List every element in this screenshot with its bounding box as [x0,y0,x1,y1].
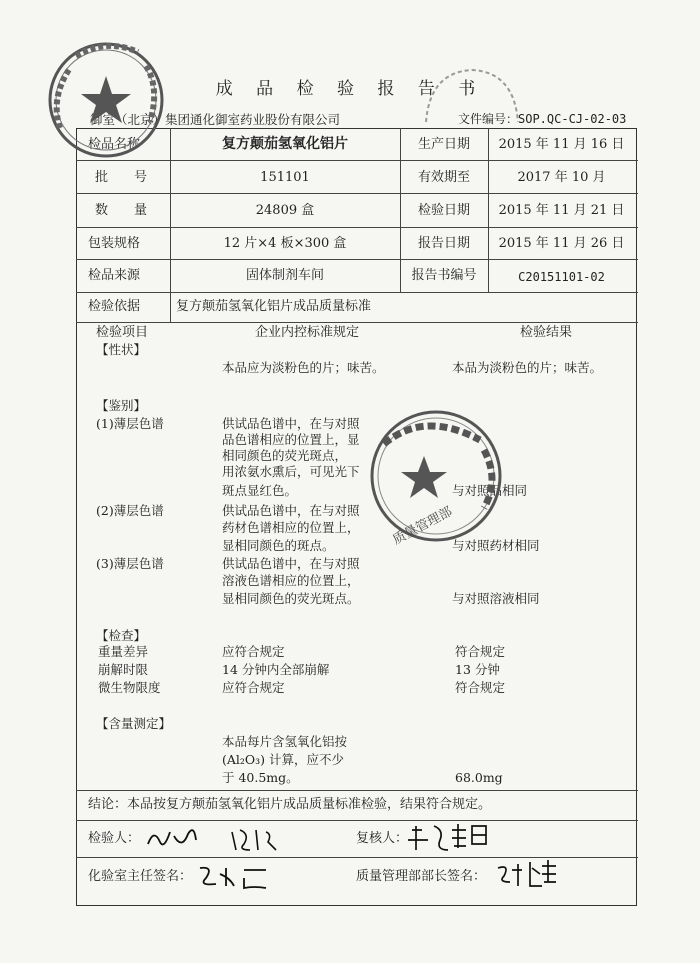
inspector-signature [140,820,300,856]
ident-3-result: 与对照溶液相同 [452,591,540,606]
lab-head-signature [196,862,276,892]
section-title-assay: 【含量测定】 [96,716,172,731]
qa-stamp-text: 质量管理部 [390,504,455,548]
row-divider [76,790,638,791]
column-header-standard: 企业内控标准规定 [255,325,360,340]
column-header-item: 检验项目 [96,325,149,340]
qa-department-stamp [364,404,508,548]
section-title-check: 【检查】 [96,628,147,643]
quantity-value: 24809 盒 [255,203,315,218]
section-title-character: 【性状】 [96,342,147,357]
weight-variation-name: 重量差异 [98,644,149,659]
microbial-limit-name: 微生物限度 [98,680,161,695]
ident-1-result: 与对照品相同 [452,483,528,498]
package-label: 包装规格 [88,236,141,251]
ident-2-standard-line: 药材色谱相应的位置上， [222,520,360,535]
quantity-label: 数 量 [95,203,148,218]
expiry-value: 2017 年 10 月 [517,170,606,185]
ident-1-standard-line: 供试品色谱中，在与对照 [222,416,360,431]
report-date-value: 2015 年 11 月 26 日 [498,236,625,251]
production-date-value: 2015 年 11 月 16 日 [498,137,625,152]
column-header-result: 检验结果 [520,325,573,340]
row-divider [76,292,638,293]
ident-3-standard-line: 显相同颜色的荧光斑点。 [222,591,360,606]
faded-stamp-top [420,66,520,126]
batch-value: 151101 [260,170,310,185]
company-name: 御室（北京）集团通化御室药业股份有限公司 [90,112,341,127]
microbial-limit-standard: 应符合规定 [222,680,285,695]
disintegration-standard: 14 分钟内全部崩解 [222,662,330,677]
row-divider [76,259,638,260]
ident-1-standard-line: 品色谱相应的位置上，显 [222,432,360,447]
character-standard: 本品应为淡粉色的片；味苦。 [222,360,385,375]
weight-variation-standard: 应符合规定 [222,644,285,659]
package-value: 12 片×4 板×300 盒 [223,236,347,251]
ident-2-standard-line: 显相同颜色的斑点。 [222,538,335,553]
ident-3-standard-line: 溶液色谱相应的位置上， [222,573,360,588]
row-divider [76,322,638,323]
row-divider [76,193,638,194]
reviewer-signature [408,820,498,856]
weight-variation-result: 符合规定 [455,644,506,659]
qa-head-label: 质量管理部部长签名： [356,869,487,884]
inspector-label: 检验人： [88,831,141,846]
product-name-label: 检品名称 [88,137,141,152]
test-date-label: 检验日期 [417,203,470,218]
assay-standard-line: 于 40.5mg。 [222,770,299,785]
conclusion-text: 结论：本品按复方颠茄氢氧化铝片成品质量标准检验，结果符合规定。 [88,797,492,812]
assay-standard-line: 本品每片含氢氧化铝按 [222,734,348,749]
section-title-identification: 【鉴别】 [96,398,147,413]
microbial-limit-result: 符合规定 [455,680,506,695]
document-number: 文件编号：SOP.QC-CJ-02-03 [458,112,627,126]
expiry-label: 有效期至 [417,170,470,185]
assay-result: 68.0mg [455,770,503,785]
report-number-label: 报告书编号 [411,268,477,283]
assay-standard-line: (Al₂O₃) 计算，应不少 [222,752,345,767]
ident-1-standard-line: 相同颜色的荧光斑点， [222,448,348,463]
disintegration-name: 崩解时限 [98,662,149,677]
qa-head-signature [494,860,574,896]
basis-value: 复方颠茄氢氧化铝片成品质量标准 [176,299,372,314]
disintegration-result: 13 分钟 [455,662,500,677]
source-label: 检品来源 [88,268,141,283]
lab-head-label: 化验室主任签名： [88,869,193,884]
report-title: 成 品 检 验 报 告 书 [215,79,485,99]
product-name-value: 复方颠茄氢氧化铝片 [222,136,348,152]
test-date-value: 2015 年 11 月 21 日 [498,203,625,218]
ident-3-standard-line: 供试品色谱中，在与对照 [222,556,360,571]
ident-2-result: 与对照药材相同 [452,538,540,553]
basis-label: 检验依据 [88,299,141,314]
source-value: 固体制剂车间 [245,268,324,283]
ident-1-standard-line: 用浓氨水熏后，可见光下 [222,464,360,479]
batch-label: 批 号 [95,170,148,185]
ident-3-name: (3)薄层色谱 [96,556,164,571]
report-date-label: 报告日期 [417,236,470,251]
production-date-label: 生产日期 [417,137,470,152]
ident-1-name: (1)薄层色谱 [96,416,164,431]
ident-2-name: (2)薄层色谱 [96,503,164,518]
reviewer-label: 复核人： [356,831,409,846]
company-seal-stamp [36,38,176,168]
row-divider [76,857,638,858]
character-result: 本品为淡粉色的片；味苦。 [452,360,603,375]
report-number-value: C20151101-02 [518,270,605,284]
ident-1-standard-line: 斑点显红色。 [222,483,298,498]
ident-2-standard-line: 供试品色谱中，在与对照 [222,503,360,518]
row-divider [76,227,638,228]
